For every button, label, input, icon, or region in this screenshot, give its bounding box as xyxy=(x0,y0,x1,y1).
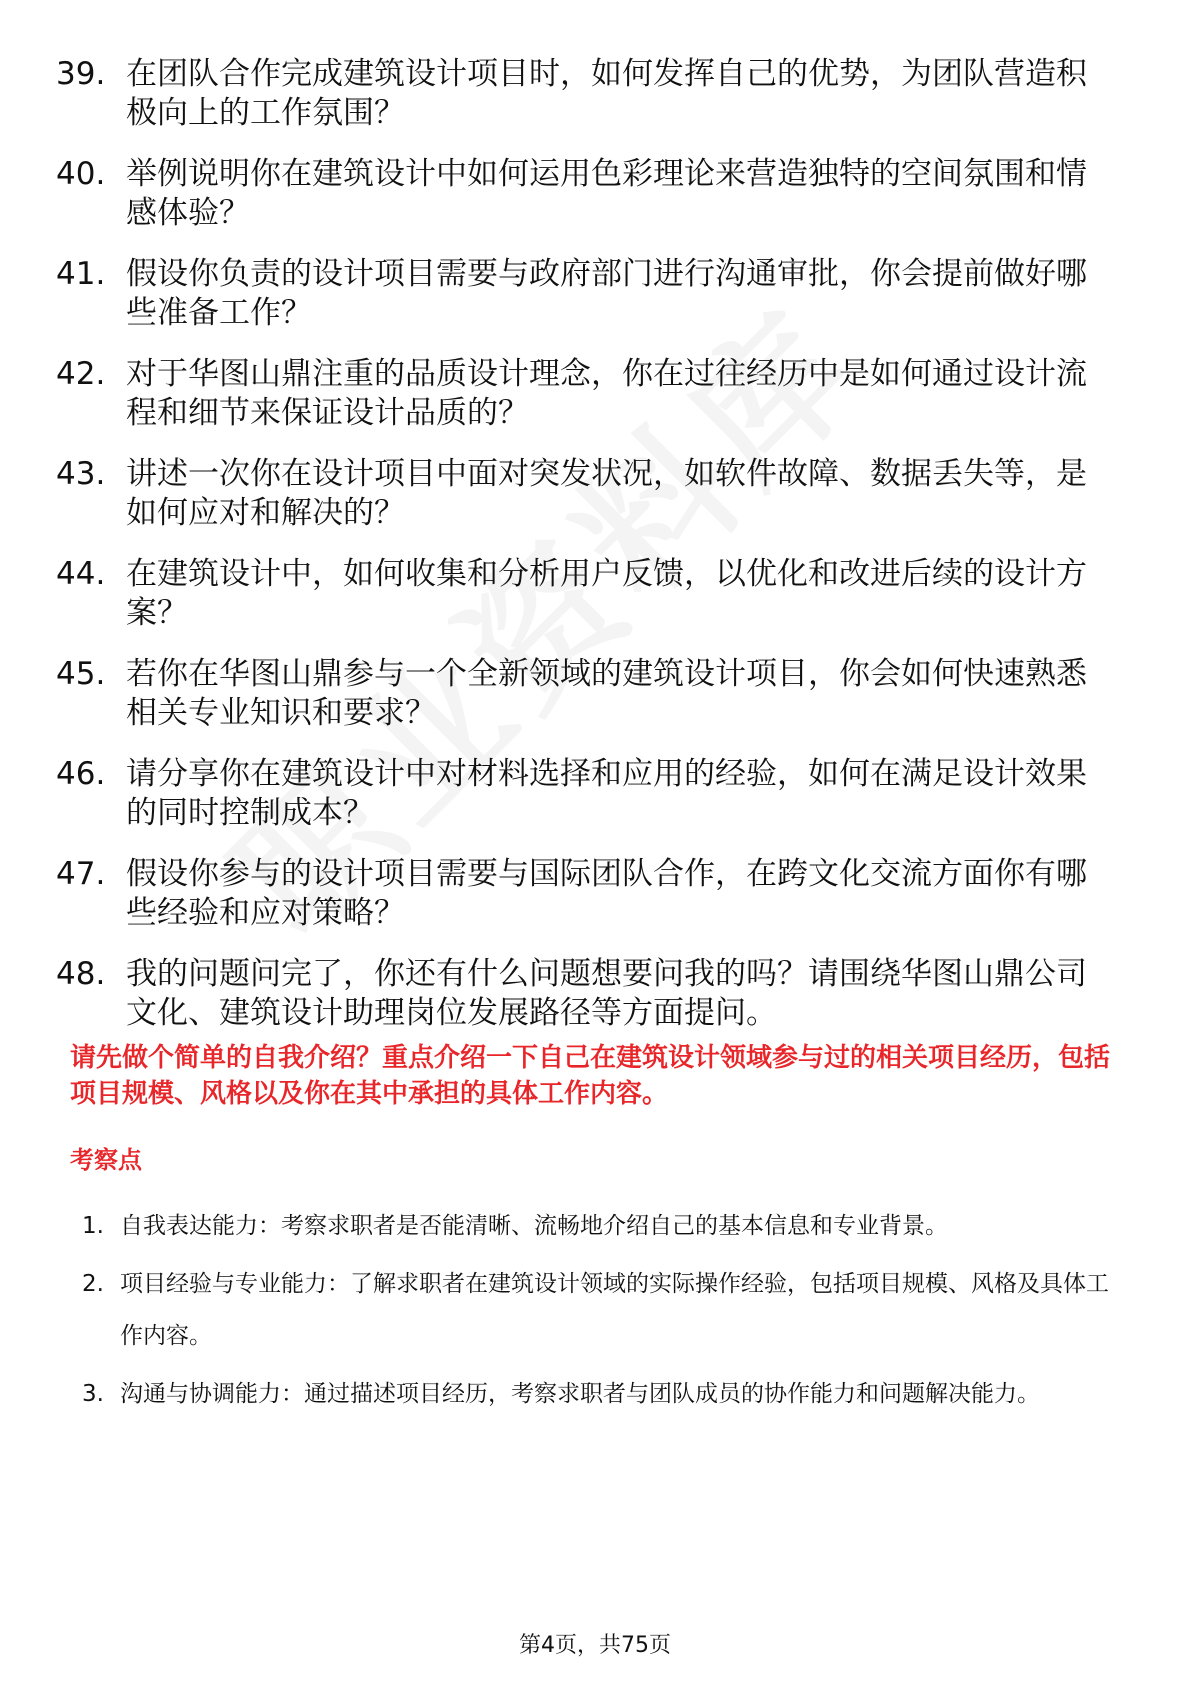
question-number: 48. xyxy=(56,956,106,992)
question-text: 举例说明你在建筑设计中如何运用色彩理论来营造独特的空间氛围和情感体验？ xyxy=(126,156,1087,231)
question-number: 47. xyxy=(56,856,106,892)
question-item xyxy=(56,855,1116,933)
question-item xyxy=(56,955,1116,1033)
question-item xyxy=(56,555,1116,633)
question-text: 我的问题问完了，你还有什么问题想要问我的吗？请围绕华图山鼎公司文化、建筑设计助理岗位发展路径等方面提问。 xyxy=(126,956,1087,1031)
point-item xyxy=(82,1200,1122,1252)
question-text: 在建筑设计中，如何收集和分析用户反馈，以优化和改进后续的设计方案？ xyxy=(126,556,1087,631)
question-number: 43. xyxy=(56,456,106,492)
question-number: 42. xyxy=(56,356,106,392)
question-item xyxy=(56,55,1116,133)
question-number: 44. xyxy=(56,556,106,592)
question-text: 在团队合作完成建筑设计项目时，如何发挥自己的优势，为团队营造积极向上的工作氛围？ xyxy=(126,56,1087,131)
point-text: 项目经验与专业能力：了解求职者在建筑设计领域的实际操作经验，包括项目规模、风格及具体工作内容。 xyxy=(120,1271,1109,1349)
point-item xyxy=(82,1368,1122,1420)
question-number: 41. xyxy=(56,256,106,292)
question-item xyxy=(56,255,1116,333)
assessment-points xyxy=(82,1200,1122,1426)
point-number: 3. xyxy=(82,1381,104,1407)
question-item xyxy=(56,655,1116,733)
question-list xyxy=(56,55,1116,1055)
point-number: 2. xyxy=(82,1271,104,1297)
point-text: 自我表达能力：考察求职者是否能清晰、流畅地介绍自己的基本信息和专业背景。 xyxy=(120,1213,948,1239)
question-number: 46. xyxy=(56,756,106,792)
question-item xyxy=(56,755,1116,833)
question-text: 对于华图山鼎注重的品质设计理念，你在过往经历中是如何通过设计流程和细节来保证设计品质的？ xyxy=(126,356,1087,431)
question-text: 讲述一次你在设计项目中面对突发状况，如软件故障、数据丢失等，是如何应对和解决的？ xyxy=(126,456,1087,531)
point-item xyxy=(82,1258,1122,1362)
question-number: 45. xyxy=(56,656,106,692)
section-title: 考察点 xyxy=(70,1146,142,1174)
highlight-question: 请先做个简单的自我介绍？重点介绍一下自己在建筑设计领域参与过的相关项目经历，包括项目规模、风格以及你在其中承担的具体工作内容。 xyxy=(70,1043,1111,1109)
point-number: 1. xyxy=(82,1213,104,1239)
page-footer: 第4页，共75页 xyxy=(519,1633,671,1658)
question-number: 39. xyxy=(56,56,106,92)
question-item xyxy=(56,155,1116,233)
question-text: 若你在华图山鼎参与一个全新领域的建筑设计项目，你会如何快速熟悉相关专业知识和要求？ xyxy=(126,656,1087,731)
point-text: 沟通与协调能力：通过描述项目经历，考察求职者与团队成员的协作能力和问题解决能力。 xyxy=(120,1381,1040,1407)
question-text: 假设你参与的设计项目需要与国际团队合作，在跨文化交流方面你有哪些经验和应对策略？ xyxy=(126,856,1087,931)
question-text: 请分享你在建筑设计中对材料选择和应用的经验，如何在满足设计效果的同时控制成本？ xyxy=(126,756,1087,831)
question-number: 40. xyxy=(56,156,106,192)
question-text: 假设你负责的设计项目需要与政府部门进行沟通审批，你会提前做好哪些准备工作？ xyxy=(126,256,1087,331)
question-item xyxy=(56,355,1116,433)
question-item xyxy=(56,455,1116,533)
